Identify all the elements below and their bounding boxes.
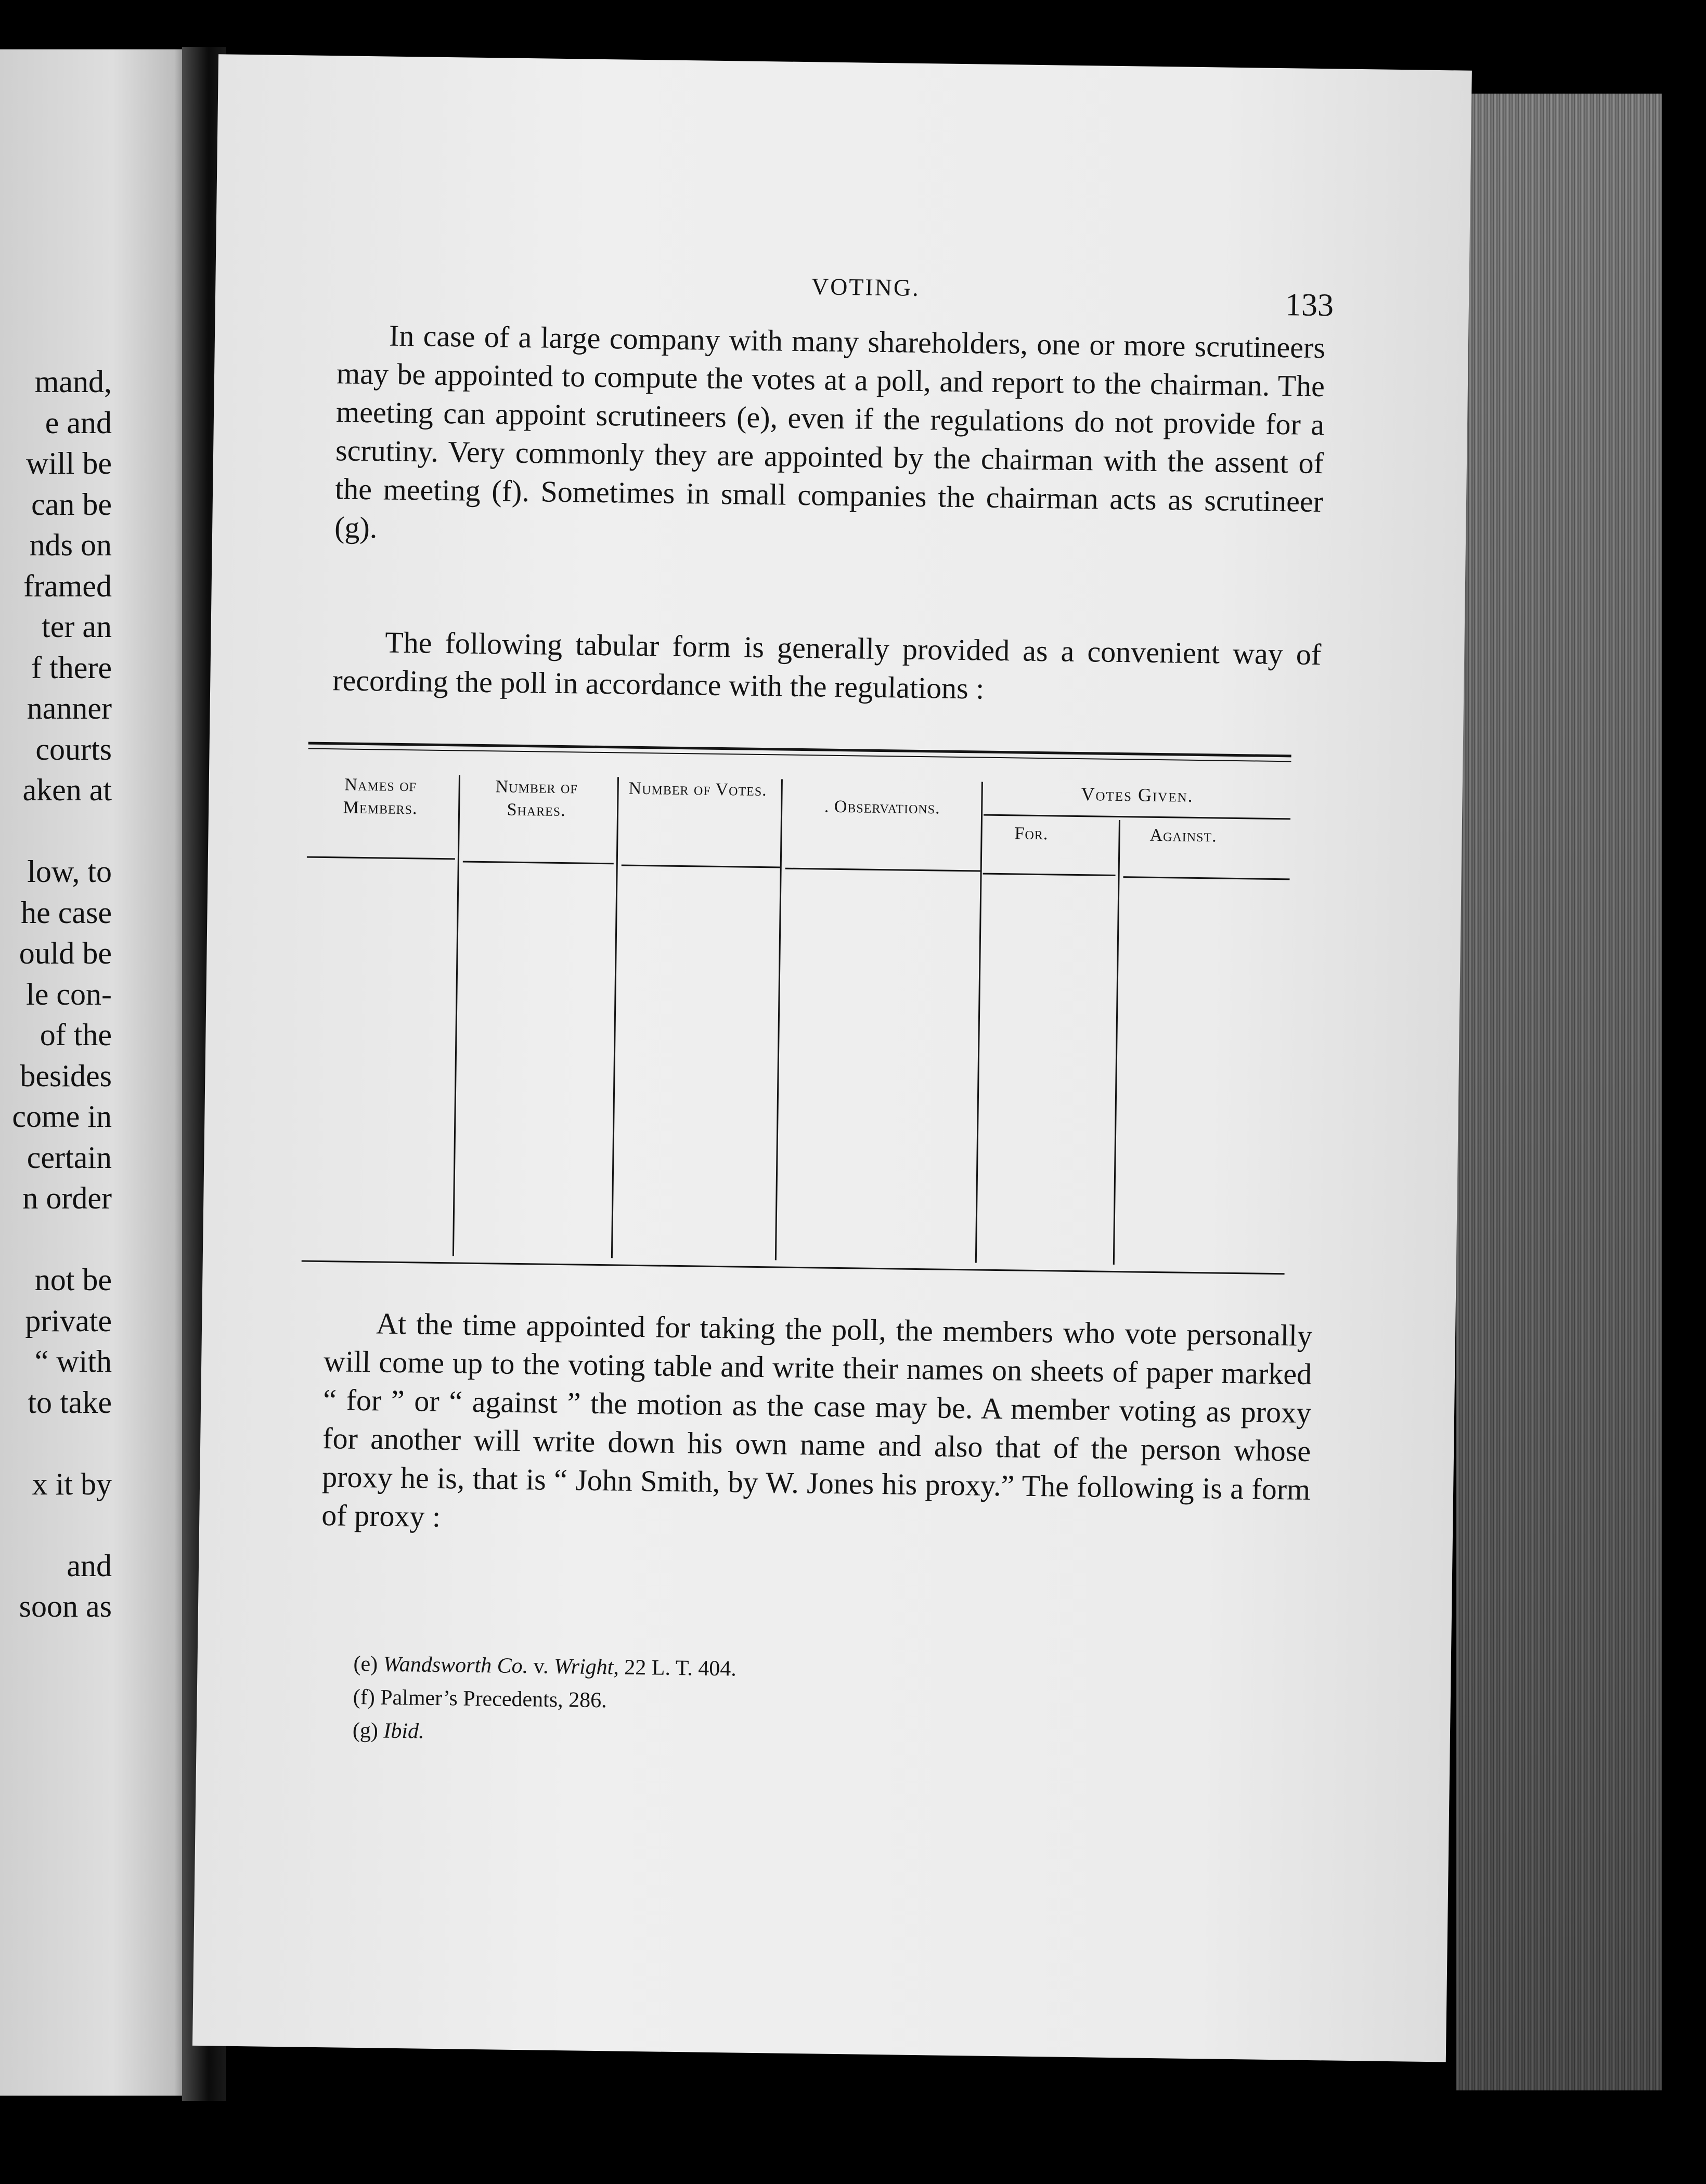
previous-page-line: f there (31, 650, 112, 685)
previous-page-line: nds on (29, 528, 112, 562)
footnote-g (353, 1714, 736, 1752)
previous-page-line: aken at (22, 773, 112, 807)
previous-page-line: n order (22, 1181, 112, 1215)
header-for: For. (1014, 824, 1049, 844)
column-divider (611, 777, 619, 1258)
header-number-of-shares: Number of Shares. (495, 777, 578, 821)
previous-page-line: mand, (34, 365, 112, 399)
page-edges (1456, 94, 1662, 2090)
footnote-mark: (f) (353, 1685, 376, 1710)
previous-page-line: can be (31, 487, 112, 522)
poll-table (301, 742, 1291, 1291)
previous-page-line: ter an (42, 609, 112, 644)
previous-page-line: and (67, 1548, 112, 1583)
previous-page-line: to take (28, 1385, 112, 1420)
paragraph-text: At the time appointed for taking the poll, the members who vote personally will come up to the voting table and write their names on sheets of paper marked “ for ” or “ against ” the motion as the case may be. A member voting as proxy for another will write down his own name and also that of the person whose proxy he is, that is “ John Smith, by W. Jones his proxy.” The following is a form of proxy : (321, 1306, 1313, 1534)
footnote-mark: (e) (353, 1652, 378, 1676)
footnote-citation: , 22 L. T. 404. (613, 1655, 737, 1681)
book-page (192, 54, 1472, 2062)
previous-page-line (0, 811, 112, 852)
previous-page-line: courts (35, 732, 112, 766)
previous-page-line: soon as (19, 1589, 112, 1623)
paragraph-text: In case of a large company with many shareholders, one or more scrutineers may be appointed to compute the votes at a poll, and report to the chairman. The meeting can appoint scrutineers (e), even if the regulations do not provide for a scrutiny. Very commonly they are appointed by the chairman with the assent of the meeting (f). Sometimes in small companies the chairman acts as scrutineer (g). (334, 318, 1326, 545)
header-underline (983, 873, 1116, 876)
footnote-f (353, 1681, 736, 1719)
previous-page-line: private (25, 1303, 112, 1338)
header-observations: . Observations. (824, 797, 940, 818)
previous-page-line: x it by (32, 1466, 112, 1501)
paragraph-poll-procedure (321, 1304, 1313, 1548)
previous-page (0, 49, 205, 2096)
column-divider (775, 779, 783, 1260)
previous-page-line: besides (20, 1058, 112, 1093)
column-divider (1113, 820, 1120, 1265)
previous-page-line: ould be (19, 936, 112, 970)
footnotes (353, 1647, 737, 1752)
footnote-text: Palmer’s Precedents, 286. (380, 1685, 607, 1713)
footnote-party: Wright (553, 1654, 614, 1680)
footnote-case-name: Wandsworth Co. (383, 1652, 528, 1679)
header-votes-given: Votes Given. (1081, 784, 1194, 806)
running-head: VOTING. (811, 273, 921, 301)
header-votes-given-group (984, 782, 1291, 820)
previous-page-line: not be (34, 1263, 112, 1297)
previous-page-line: certain (27, 1140, 112, 1175)
previous-page-line: come in (12, 1099, 112, 1134)
previous-page-line: framed (23, 568, 112, 603)
table-bottom-rule (302, 1260, 1285, 1275)
header-number-of-votes: Number of Votes. (628, 778, 767, 800)
votes-given-rule (984, 814, 1290, 820)
page-number: 133 (1285, 287, 1334, 323)
previous-page-text (0, 361, 112, 1627)
previous-page-line: he case (21, 895, 112, 930)
previous-page-line: low, to (27, 854, 112, 889)
previous-page-line: e and (45, 405, 112, 440)
paragraph-text: The following tabular form is generally provided as a convenient way of recording the poll in accordance with the regulations : (332, 625, 1322, 706)
previous-page-line (0, 1504, 112, 1545)
footnote-e (353, 1647, 736, 1686)
header-underline (1123, 876, 1290, 880)
header-names-of-members: Names of Members. (343, 775, 418, 818)
footnote-text: Ibid. (383, 1719, 424, 1744)
header-against: Against. (1149, 825, 1217, 846)
previous-page-line (0, 1423, 112, 1464)
previous-page-line: “ with (34, 1344, 112, 1379)
previous-page-line: nanner (27, 691, 112, 725)
paragraph-scrutineers (334, 316, 1326, 560)
column-divider (453, 775, 460, 1256)
footnote-mark: (g) (352, 1718, 379, 1743)
previous-page-line: of the (40, 1018, 112, 1052)
previous-page-line (0, 1219, 112, 1260)
footnote-versus: v. (533, 1654, 549, 1679)
previous-page-line: le con- (26, 977, 112, 1011)
previous-page-line: will be (26, 446, 112, 480)
paragraph-tabular-form (332, 622, 1322, 712)
